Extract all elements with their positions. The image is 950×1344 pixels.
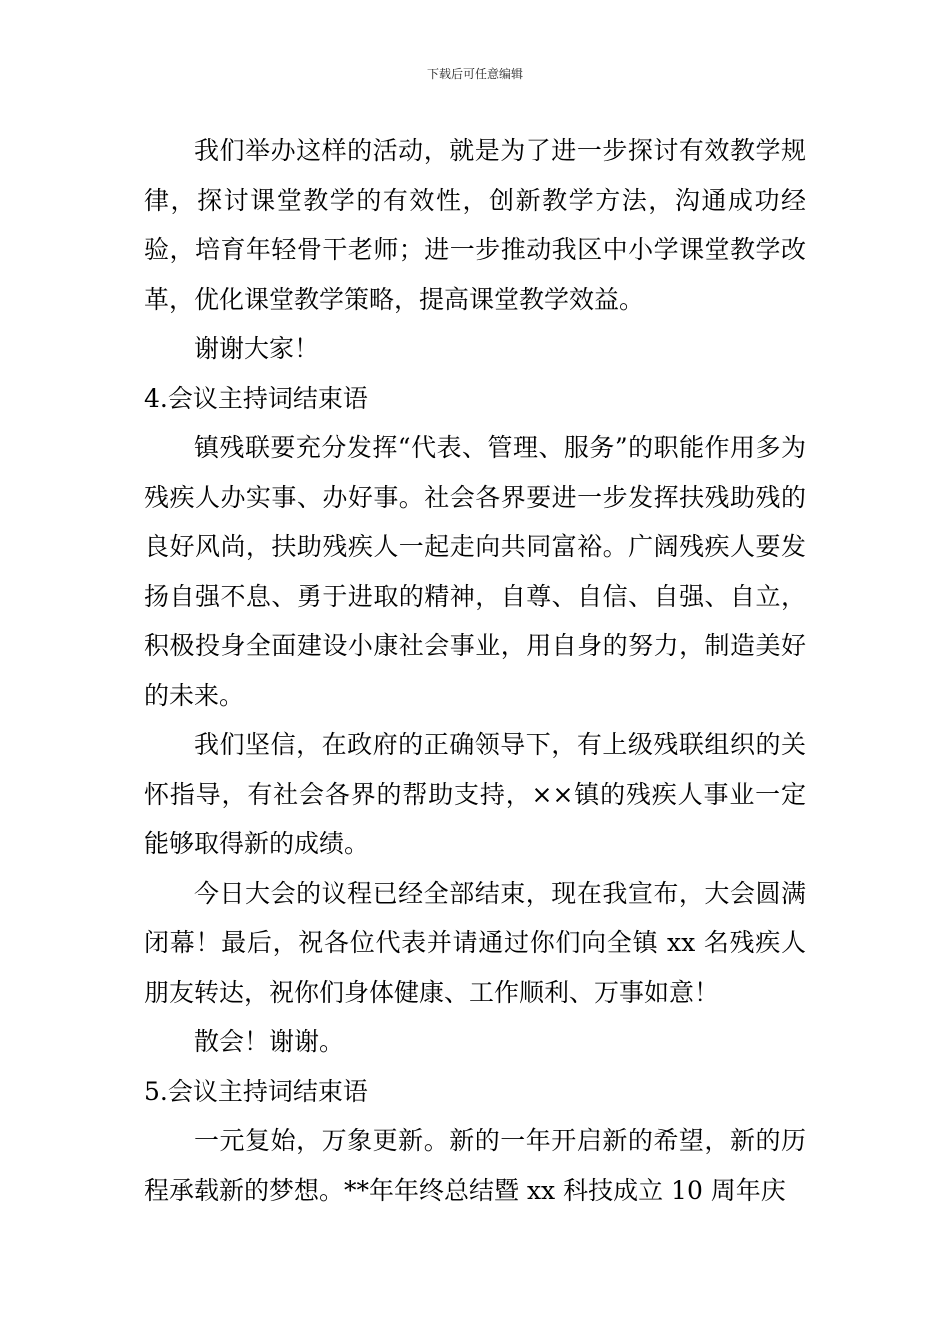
paragraph-closing-announcement: 今日大会的议程已经全部结束，现在我宣布，大会圆满闭幕！最后，祝各位代表并请通过你们向全镇 xx 名残疾人朋友转达，祝你们身体健康、工作顺利、万事如意！	[144, 878, 806, 1007]
section-heading-4: 4.会议主持词结束语	[144, 383, 368, 413]
paragraph-activity-purpose: 我们举办这样的活动，就是为了进一步探讨有效教学规律，探讨课堂教学的有效性，创新教学方法，沟通成功经验，培育年轻骨干老师；进一步推动我区中小学课堂教学改革，优化课堂教学策略，提高课堂教学效益。	[144, 136, 806, 314]
paragraph-disability-federation: 镇残联要充分发挥“代表、管理、服务”的职能作用多为残疾人办实事、办好事。社会各界要进一步发挥扶残助残的良好风尚，扶助残疾人一起走向共同富裕。广阔残疾人要发扬自强不息、勇于进取的精神，自尊、自信、自强、自立，积极投身全面建设小康社会事业，用自身的努力，制造美好的未来。	[144, 433, 806, 710]
paragraph-new-year: 一元复始，万象更新。新的一年开启新的希望，新的历程承载新的梦想。**年年终总结暨 xx 科技成立 10 周年庆	[144, 1126, 806, 1205]
section-heading-5: 5.会议主持词结束语	[144, 1076, 368, 1106]
paragraph-confidence: 我们坚信，在政府的正确领导下，有上级残联组织的关怀指导，有社会各界的帮助支持，××镇的残疾人事业一定能够取得新的成绩。	[144, 730, 806, 858]
paragraph-thanks: 谢谢大家！	[194, 334, 320, 363]
paragraph-adjourn: 散会！谢谢。	[194, 1027, 345, 1056]
document-body	[144, 126, 806, 1215]
page-header: 下载后可任意编辑	[426, 67, 523, 81]
